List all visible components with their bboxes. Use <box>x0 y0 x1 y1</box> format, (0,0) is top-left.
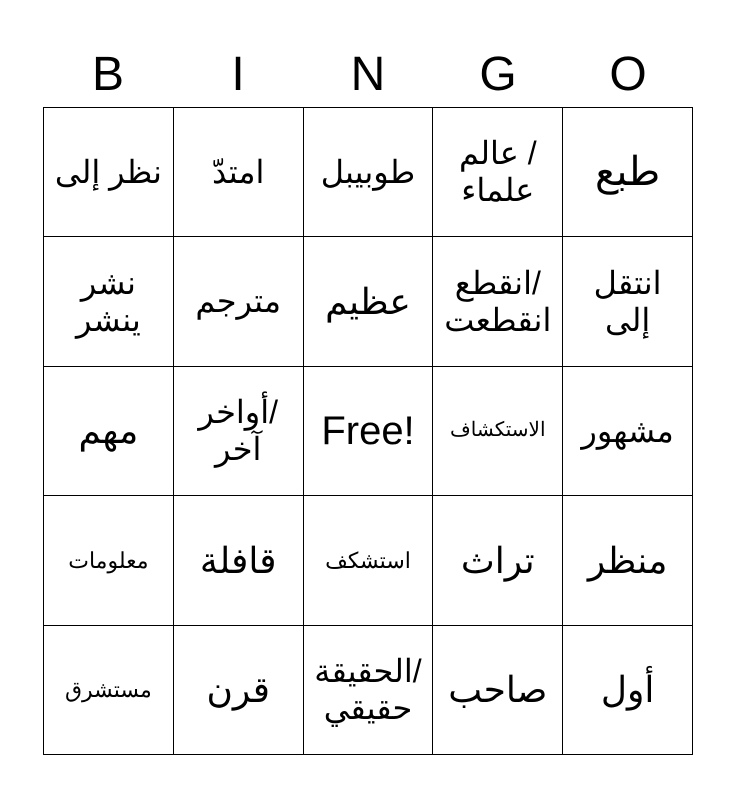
bingo-board <box>43 107 693 755</box>
bingo-cell[interactable] <box>433 108 563 237</box>
bingo-cell[interactable] <box>433 367 563 496</box>
bingo-cell[interactable] <box>174 626 304 755</box>
bingo-cell[interactable] <box>44 626 174 755</box>
cell-word: تراث <box>460 539 535 581</box>
cell-word: صاحب <box>448 669 548 711</box>
bingo-cell[interactable] <box>433 237 563 366</box>
header-letter-i: I <box>231 48 245 101</box>
cell-word: عظيم <box>325 280 411 322</box>
cell-word: /أواخر آخر <box>198 394 278 467</box>
bingo-cell[interactable] <box>174 496 304 625</box>
bingo-cell[interactable] <box>304 237 434 366</box>
header-letter-n: N <box>350 48 386 101</box>
bingo-cell[interactable] <box>174 237 304 366</box>
bingo-cell[interactable] <box>174 108 304 237</box>
bingo-cell[interactable] <box>563 626 693 755</box>
cell-word: /الحقيقة حقيقي <box>314 652 422 726</box>
header-letter-o: O <box>609 48 647 101</box>
bingo-cell[interactable] <box>44 496 174 625</box>
cell-word: طوبيبل <box>320 153 416 190</box>
cell-word: منظر <box>587 539 668 581</box>
bingo-cell[interactable] <box>563 367 693 496</box>
cell-word: امتدّ <box>211 153 265 190</box>
cell-word: /انقطع انقطعت <box>444 264 552 338</box>
bingo-cell[interactable] <box>433 626 563 755</box>
bingo-cell[interactable] <box>174 367 304 496</box>
cell-word: مستشرق <box>64 677 152 703</box>
free-space-cell[interactable] <box>304 367 434 496</box>
bingo-cell[interactable] <box>563 108 693 237</box>
cell-word: الاستكشاف <box>450 419 546 442</box>
bingo-cell[interactable] <box>563 496 693 625</box>
bingo-cell[interactable] <box>304 626 434 755</box>
cell-word: استشكف <box>325 547 411 573</box>
header-letter-g: G <box>479 48 517 101</box>
cell-word: نشر ينشر <box>76 264 141 338</box>
cell-word: / عالم علماء <box>458 135 537 209</box>
free-space-label: Free! <box>321 408 415 453</box>
bingo-cell[interactable] <box>304 496 434 625</box>
cell-word: مهم <box>78 410 139 452</box>
cell-word: مشهور <box>581 412 674 449</box>
cell-word: قرن <box>206 669 270 711</box>
cell-word: أول <box>600 669 655 711</box>
cell-word: مترجم <box>195 283 281 320</box>
cell-word: معلومات <box>68 547 149 573</box>
bingo-cell[interactable] <box>433 496 563 625</box>
bingo-cell[interactable] <box>563 237 693 366</box>
cell-word: نظر إلى <box>54 153 162 190</box>
header-letter-b: B <box>91 48 124 101</box>
bingo-header <box>43 44 693 106</box>
cell-word: انتقل إلى <box>593 264 662 338</box>
bingo-cell[interactable] <box>44 108 174 237</box>
cell-word: طبع <box>594 150 661 195</box>
bingo-cell[interactable] <box>44 237 174 366</box>
bingo-cell[interactable] <box>44 367 174 496</box>
bingo-cell[interactable] <box>304 108 434 237</box>
cell-word: قافلة <box>199 539 277 581</box>
